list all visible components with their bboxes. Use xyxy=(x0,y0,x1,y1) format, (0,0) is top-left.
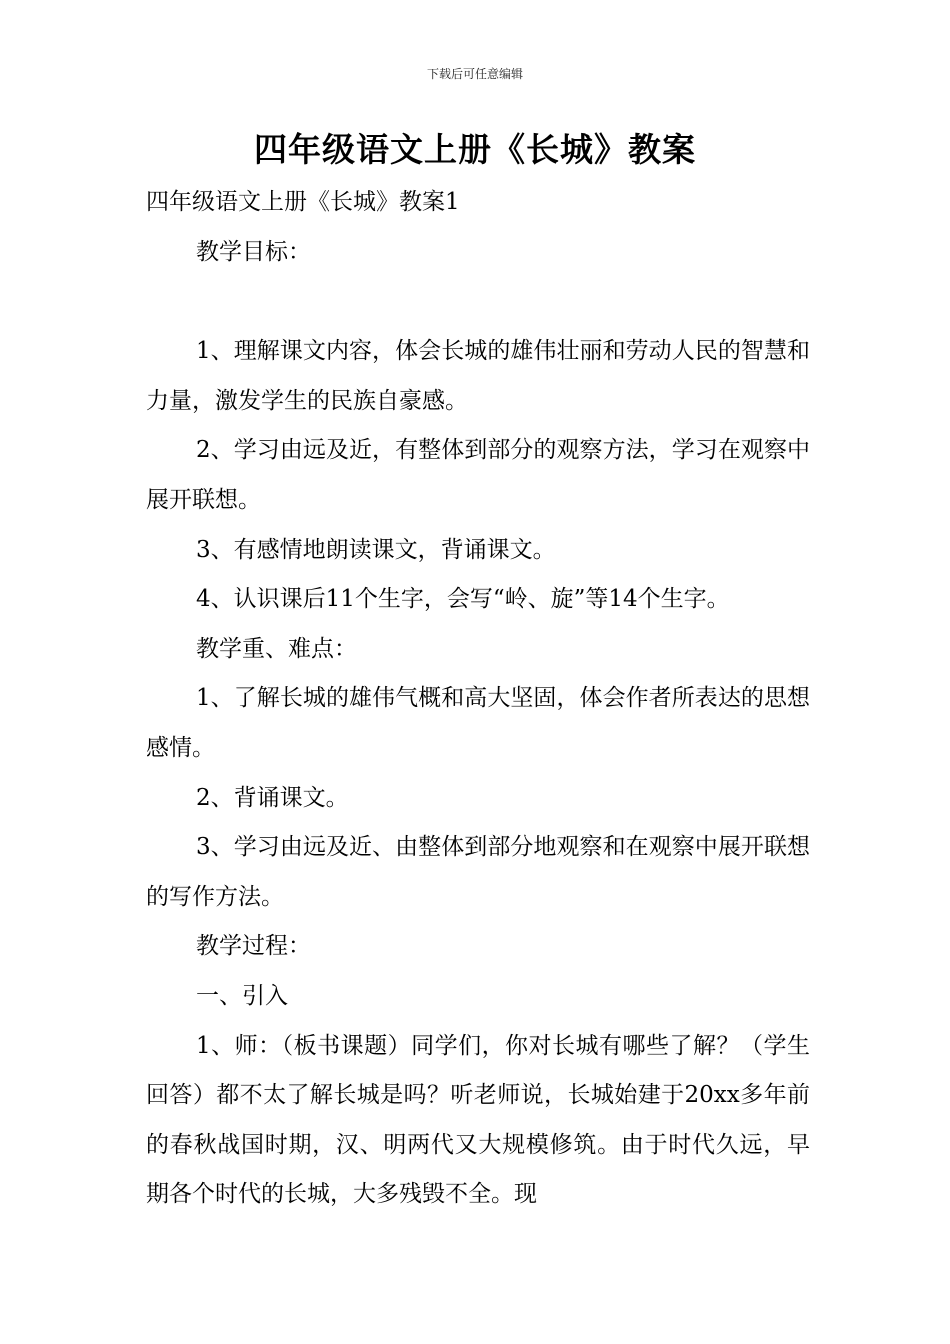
objective-item-4: 4、认识课后11个生字，会写“岭、旋”等14个生字。 xyxy=(196,586,730,613)
lesson-heading: 四年级语文上册《长城》教案1 xyxy=(146,189,460,215)
difficulty-item-1: 1、了解长城的雄伟气概和高大坚固，体会作者所表达的思想感情。 xyxy=(146,685,810,761)
difficulty-item-3: 3、学习由远及近、由整体到部分地观察和在观察中展开联想的写作方法。 xyxy=(146,834,810,910)
difficulty-item-2: 2、背诵课文。 xyxy=(196,784,349,811)
objective-item-3: 3、有感情地朗读课文，背诵课文。 xyxy=(196,536,556,563)
blank-line xyxy=(146,277,810,327)
section-key-difficulties: 教学重、难点： xyxy=(196,635,357,662)
process-paragraph-1: 1、师：（板书课题）同学们，你对长城有哪些了解？（学生回答）都不太了解长城是吗？听老师说，长城始建于20xx多年前的春秋战国时期，汉、明两代又大规模修筑。由于时代久远，早期各个时代的长城，大多残毁不全。现 xyxy=(146,1032,810,1208)
objective-item-2: 2、学习由远及近，有整体到部分的观察方法，学习在观察中展开联想。 xyxy=(146,437,810,513)
process-step-introduction: 一、引入 xyxy=(196,982,288,1009)
section-teaching-objectives: 教学目标： xyxy=(196,238,311,265)
document-body xyxy=(146,178,810,1220)
document-title: 四年级语文上册《长城》教案 xyxy=(254,130,696,169)
section-teaching-process: 教学过程： xyxy=(196,933,311,960)
header-note: 下载后可任意编辑 xyxy=(426,67,523,81)
objective-item-1: 1、理解课文内容，体会长城的雄伟壮丽和劳动人民的智慧和力量，激发学生的民族自豪感。 xyxy=(146,338,810,414)
